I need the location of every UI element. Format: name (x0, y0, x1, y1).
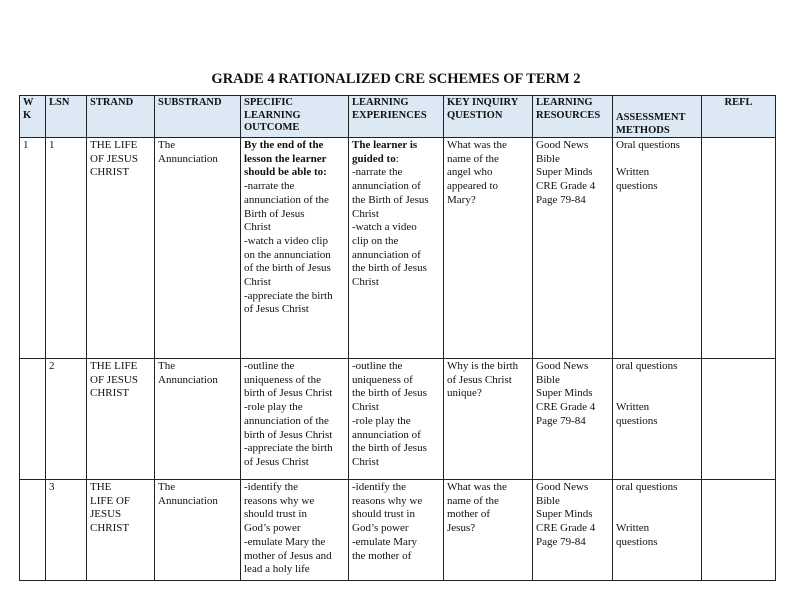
cell-lsn: 1 (46, 138, 87, 359)
cell-strand: THE LIFE OF JESUS CHRIST (87, 480, 155, 581)
cell-experiences (349, 138, 444, 359)
header-outcome: SPECIFIC LEARNING OUTCOME (241, 96, 349, 138)
cell-question: What was the name of the angel who appeared to Mary? (444, 138, 533, 359)
header-wk: W K (20, 96, 46, 138)
cell-refl (702, 359, 776, 480)
experiences-text: -narrate the annunciation of the Birth of Jesus Christ -watch a video clip on the annunciation of the birth of Jesus Christ (352, 166, 429, 289)
header-experiences: LEARNING EXPERIENCES (349, 96, 444, 138)
table-row (20, 480, 776, 581)
cell-experiences: -identify the reasons why we should trust in God’s power -emulate Mary the mother of (349, 480, 444, 581)
outcome-intro: By the end of the lesson the learner should be able to: (244, 139, 327, 179)
cell-resources: Good News Bible Super Minds CRE Grade 4 Page 79-84 (533, 480, 613, 581)
table-row (20, 359, 776, 480)
cell-substrand: The Annunciation (155, 359, 241, 480)
cell-outcome (241, 138, 349, 359)
cell-question: What was the name of the mother of Jesus? (444, 480, 533, 581)
cell-strand: THE LIFE OF JESUS CHRIST (87, 138, 155, 359)
header-refl: REFL (702, 96, 776, 138)
header-assessment: ASSESSMENT METHODS (613, 96, 702, 138)
cell-wk: 1 (20, 138, 46, 359)
header-resources: LEARNING RESOURCES (533, 96, 613, 138)
header-question: KEY INQUIRY QUESTION (444, 96, 533, 138)
cell-outcome: -identify the reasons why we should trust in God’s power -emulate Mary the mother of Jesus and lead a holy life (241, 480, 349, 581)
cell-assessment: oral questions Written questions (613, 359, 702, 480)
cell-outcome: -outline the uniqueness of the birth of Jesus Christ -role play the annunciation of the birth of Jesus Christ -appreciate the birth of Jesus Christ (241, 359, 349, 480)
cell-resources: Good News Bible Super Minds CRE Grade 4 Page 79-84 (533, 138, 613, 359)
cell-refl (702, 480, 776, 581)
cell-lsn: 3 (46, 480, 87, 581)
cell-refl (702, 138, 776, 359)
table-row (20, 138, 776, 359)
cell-question: Why is the birth of Jesus Christ unique? (444, 359, 533, 480)
scheme-table (19, 95, 776, 581)
header-strand: STRAND (87, 96, 155, 138)
cell-substrand: The Annunciation (155, 138, 241, 359)
cell-wk (20, 480, 46, 581)
outcome-text: -narrate the annunciation of the Birth of Jesus Christ -watch a video clip on the annunciation of the birth of Jesus Christ -appreciate the birth of Jesus Christ (244, 180, 333, 316)
cell-substrand: The Annunciation (155, 480, 241, 581)
page-title: GRADE 4 RATIONALIZED CRE SCHEMES OF TERM 2 (211, 71, 581, 87)
header-lsn: LSN (46, 96, 87, 138)
cell-resources: Good News Bible Super Minds CRE Grade 4 Page 79-84 (533, 359, 613, 480)
header-substrand: SUBSTRAND (155, 96, 241, 138)
cell-assessment: oral questions Written questions (613, 480, 702, 581)
header-row (20, 96, 776, 138)
cell-assessment: Oral questions Written questions (613, 138, 702, 359)
experiences-colon: : (395, 152, 399, 165)
experiences-intro: The learner is guided to (352, 139, 418, 165)
cell-wk (20, 359, 46, 480)
cell-lsn: 2 (46, 359, 87, 480)
cell-experiences: -outline the uniqueness of the birth of Jesus Christ -role play the annunciation of the birth of Jesus Christ (349, 359, 444, 480)
cell-strand: THE LIFE OF JESUS CHRIST (87, 359, 155, 480)
